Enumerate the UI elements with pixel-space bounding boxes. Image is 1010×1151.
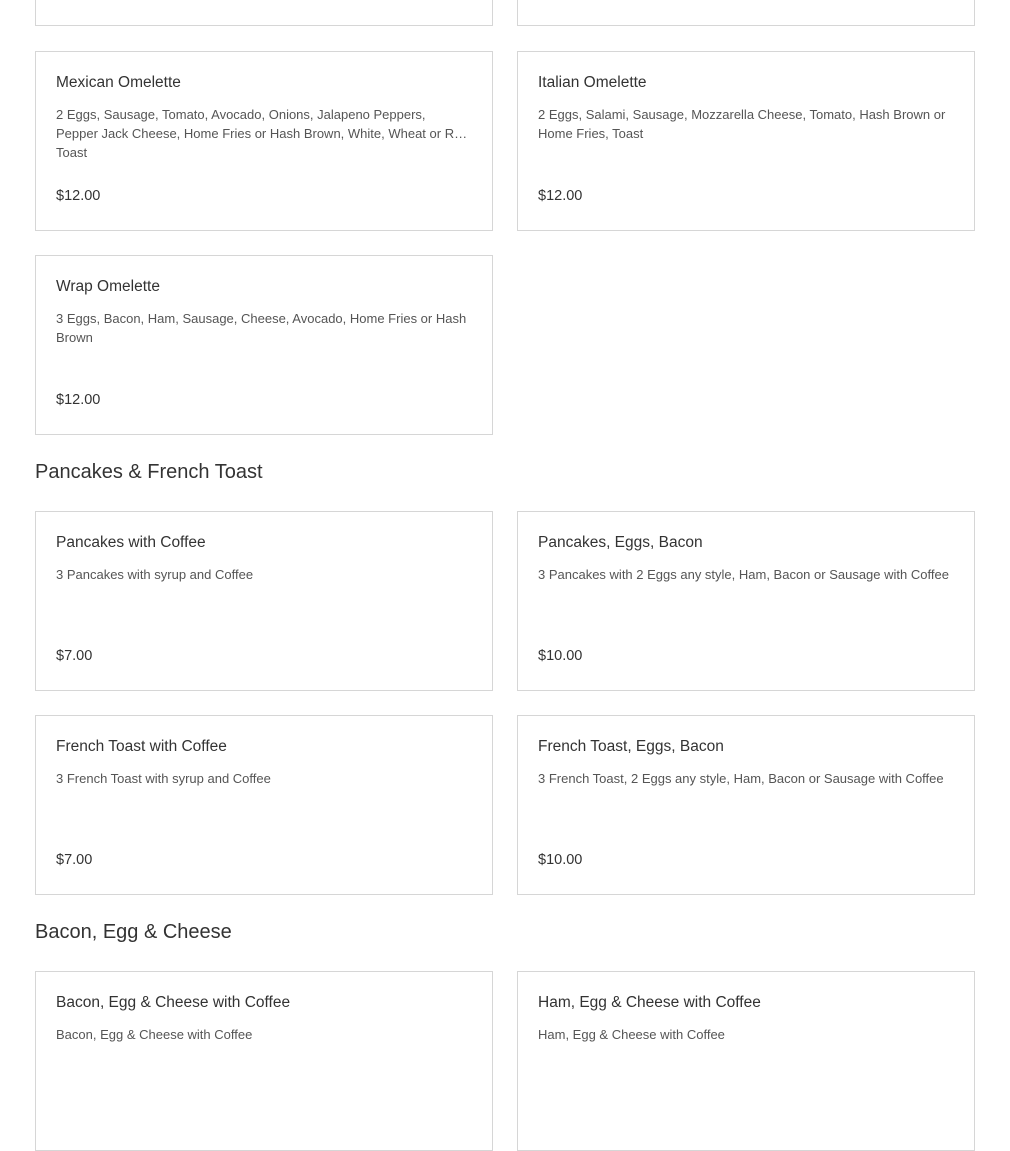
menu-item-card-bacon-egg-cheese-with-coffee[interactable] — [35, 971, 493, 1151]
menu-item-card-wrap-omelette[interactable] — [35, 255, 493, 435]
menu-item-description: Bacon, Egg & Cheese with Coffee — [56, 1027, 253, 1042]
menu-item-card-mexican-omelette[interactable] — [35, 51, 493, 231]
menu-item-card[interactable] — [517, 0, 975, 26]
menu-item-card-ham-egg-cheese-with-coffee[interactable] — [517, 971, 975, 1151]
menu-item-price: $7.00 — [56, 852, 93, 868]
menu-item-name: Pancakes with Coffee — [56, 534, 206, 551]
section-title-pancakes-french-toast: Pancakes & French Toast — [35, 461, 263, 483]
menu-item-price: $12.00 — [56, 392, 101, 408]
menu-item-card-pancakes-with-coffee[interactable] — [35, 511, 493, 691]
menu-item-name: Pancakes, Eggs, Bacon — [538, 534, 703, 551]
menu-item-card-pancakes-eggs-bacon[interactable] — [517, 511, 975, 691]
menu-item-description: 3 French Toast with syrup and Coffee — [56, 771, 271, 786]
menu-item-price: $10.00 — [538, 648, 583, 664]
menu-item-description: 3 Pancakes with syrup and Coffee — [56, 567, 254, 582]
menu-item-card[interactable] — [35, 0, 493, 26]
menu-item-card-french-toast-eggs-bacon[interactable] — [517, 715, 975, 895]
menu-item-card-french-toast-with-coffee[interactable] — [35, 715, 493, 895]
menu-item-name: Mexican Omelette — [56, 74, 181, 91]
menu-item-price: $12.00 — [538, 188, 583, 204]
menu-item-price: $7.00 — [56, 648, 93, 664]
menu-item-price: $12.00 — [56, 188, 101, 204]
menu-item-description: 2 Eggs, Sausage, Tomato, Avocado, Onions, Jalapeno Peppers, Pepper Jack Cheese, Home Fries or Hash Brown, White, Wheat or Rye Toast — [56, 107, 468, 160]
menu-item-name: French Toast with Coffee — [56, 738, 227, 755]
menu-item-description: 2 Eggs, Salami, Sausage, Mozzarella Cheese, Tomato, Hash Brown or Home Fries, Toast — [538, 107, 946, 141]
menu-item-card-italian-omelette[interactable] — [517, 51, 975, 231]
menu-item-description: 3 Eggs, Bacon, Ham, Sausage, Cheese, Avocado, Home Fries or Hash Brown — [56, 311, 467, 345]
menu-item-name: Ham, Egg & Cheese with Coffee — [538, 994, 761, 1011]
menu-item-name: Bacon, Egg & Cheese with Coffee — [56, 994, 291, 1011]
menu-item-name: Italian Omelette — [538, 74, 647, 91]
menu-item-description: 3 French Toast, 2 Eggs any style, Ham, Bacon or Sausage with Coffee — [538, 771, 944, 786]
menu-item-price: $10.00 — [538, 852, 583, 868]
menu-item-description: Ham, Egg & Cheese with Coffee — [538, 1027, 725, 1042]
menu-item-description: 3 Pancakes with 2 Eggs any style, Ham, Bacon or Sausage with Coffee — [538, 567, 949, 582]
menu-item-name: French Toast, Eggs, Bacon — [538, 738, 724, 755]
section-title-bacon-egg-cheese: Bacon, Egg & Cheese — [35, 921, 232, 943]
menu-item-name: Wrap Omelette — [56, 278, 160, 295]
